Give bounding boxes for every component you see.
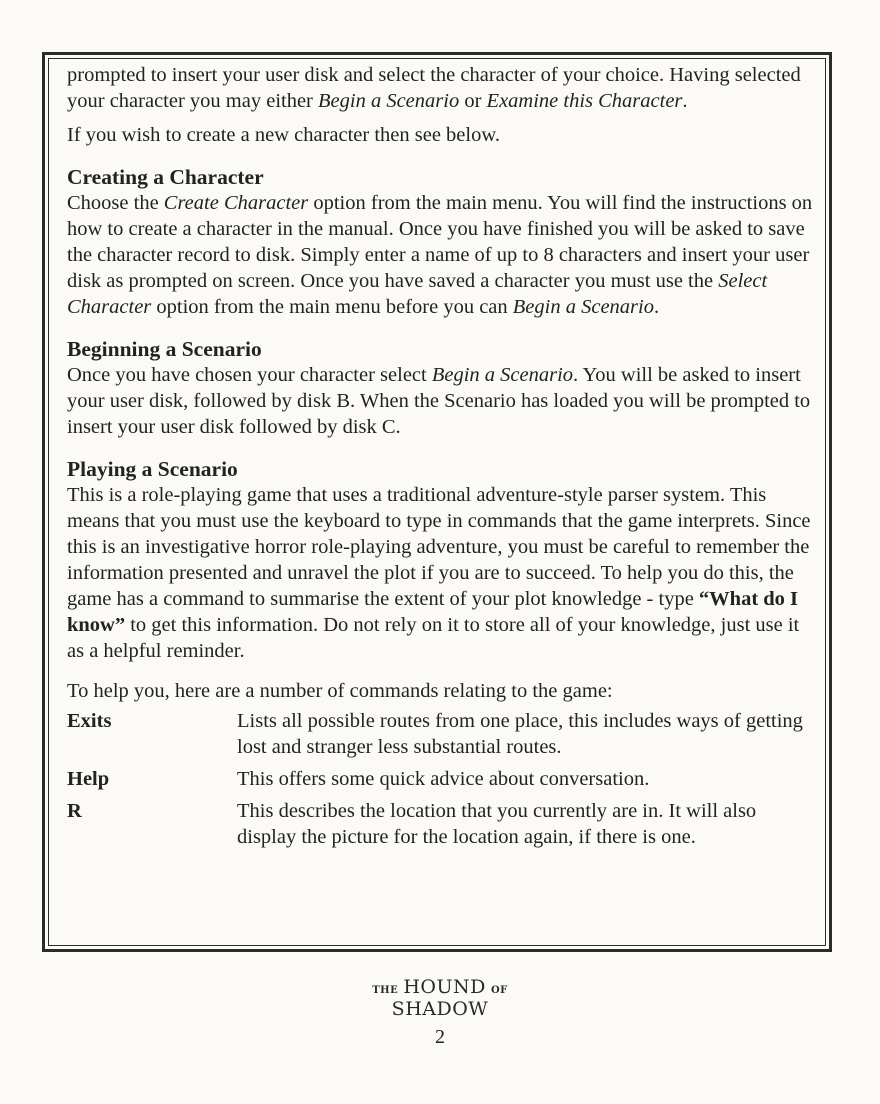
- command-term: Help: [67, 768, 110, 790]
- section-body-creating: Choose the Create Character option from the main menu. You will find the instructions on how to create a character in the manual. Once you have finished you will be asked to save the character record to disk. Simply enter a name of up to 8 characters and insert your user disk as prompted on screen. Once you have saved a character you must use the Select Character option from the main menu before you can Begin a Scenario.: [67, 192, 813, 318]
- page-number: 2: [435, 1026, 445, 1048]
- new-character-note: If you wish to create a new character then see below.: [67, 124, 500, 146]
- command-description: This offers some quick advice about conversation.: [237, 768, 650, 790]
- command-row: [67, 708, 817, 760]
- game-logo: THE HOUND OF SHADOW: [372, 976, 508, 1020]
- section-heading-creating: Creating a Character: [67, 165, 264, 189]
- begin-scenario-option: Begin a Scenario: [318, 90, 460, 112]
- commands-intro: To help you, here are a number of commands relating to the game:: [67, 680, 613, 702]
- manual-content: [67, 62, 817, 850]
- section-heading-beginning: Beginning a Scenario: [67, 337, 262, 361]
- section-body-beginning: Once you have chosen your character select Begin a Scenario. You will be asked to insert your user disk, followed by disk B. When the Scenario has loaded you will be prompted to insert your user disk followed by disk C.: [67, 364, 811, 438]
- command-description: This describes the location that you currently are in. It will also display the picture for the location again, if there is one.: [237, 800, 757, 848]
- command-row: [67, 766, 817, 792]
- examine-character-option: Examine this Character: [486, 90, 683, 112]
- command-term: Exits: [67, 710, 112, 732]
- section-heading-playing: Playing a Scenario: [67, 457, 238, 481]
- command-row: [67, 798, 817, 850]
- command-description: Lists all possible routes from one place, this includes ways of getting lost and stranger less substantial routes.: [237, 710, 803, 758]
- command-term: R: [67, 800, 82, 822]
- intro-paragraph: prompted to insert your user disk and select the character of your choice. Having selected your character you may either Begin a Scenario or Examine this Character.: [67, 64, 801, 112]
- section-body-playing: This is a role-playing game that uses a traditional adventure-style parser system. This means that you must use the keyboard to type in commands that the game interprets. Since this is an investigative horror role-playing adventure, you must be careful to remember the information presented and unravel the plot if you are to succeed. To help you do this, the game has a command to summarise the extent of your plot knowledge - type “What do I know” to get this information. Do not rely on it to store all of your knowledge, just use it as a helpful reminder.: [67, 484, 811, 662]
